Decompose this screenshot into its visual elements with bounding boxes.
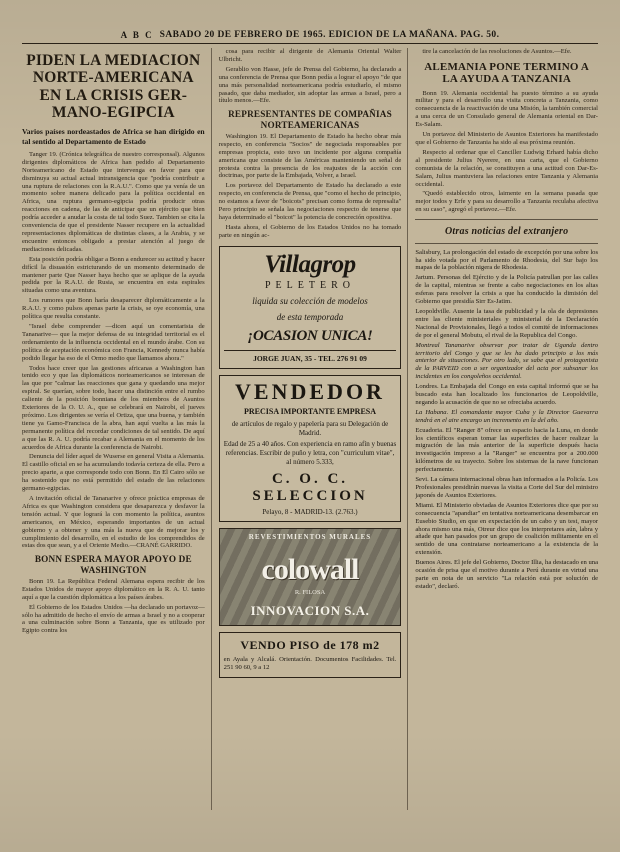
sub-headline: REPRESENTANTES DE COMPAÑIAS NORTEAMERICANAS bbox=[228, 109, 392, 130]
newspaper-sheet bbox=[22, 30, 598, 830]
article-paragraph: Los portavoz del Departamento de Estado ha declarado a este respecto, en conferencia de Prensa, que "como el hecho de principio, no estamos a favor de "boicots" precisan como forma de represalia" Pero principio se señala las negociaciones respecto de tenerse que haya determinado el "boicot" la potencia de concreción opositiva. bbox=[218, 182, 402, 221]
ad-colowall[interactable] bbox=[219, 528, 402, 626]
article-paragraph: Bonn 19. La República Federal Alemana espera recibir de los Estados Unidos de mayor apoyo diplomático en la R. A. U. tanto aquí a que la cuestión diplomática a los países árabes. bbox=[22, 577, 205, 601]
news-item: Sevi. La cámara internacional obras han informados a la Policía. Los Profesionales presidirán nuevas la visita a Corte del Sur del ministro japonés de Asuntos Exteriores. bbox=[415, 476, 599, 499]
masthead bbox=[22, 30, 598, 44]
ad-text: en Ayala y Alcalá. Orientación. Documentos Facilidades. Tel. 251 90 60, 9 a 12 bbox=[223, 655, 397, 671]
divider bbox=[415, 219, 598, 220]
ad-piso[interactable] bbox=[219, 632, 402, 678]
article-paragraph: Hasta ahora, el Gobierno de los Estados Unidos no ha tomado parte en ningún ac- bbox=[218, 223, 402, 239]
main-lead: Varios países nordeastados de Africa se han dirigido en tal sentido al Departamento de Estado bbox=[22, 127, 205, 146]
ad-line-1: liquida su colección de modelos bbox=[252, 295, 368, 306]
article-paragraph: Un portavoz del Ministerio de Asuntos Exteriores ha manifestado que el Gobierno de Tanzania ha sido al esa próxima reunión. bbox=[415, 131, 599, 146]
ad-brand-name: Villagrop bbox=[264, 250, 356, 278]
ad-topline: REVESTIMIENTOS MURALES bbox=[248, 532, 372, 541]
ad-brand-name: colowall bbox=[261, 552, 359, 586]
ad-company: C. O. C. SELECCION bbox=[252, 470, 368, 504]
ad-subtitle: PELETERO bbox=[265, 279, 355, 291]
ad-brand-sub: R. FILOSA bbox=[294, 588, 326, 596]
divider bbox=[415, 243, 598, 244]
ad-company-address[interactable]: Pelayo, 8 - MADRID-13. (2.763.) bbox=[262, 507, 358, 516]
news-item: Buenos Aires. El jefe del Gobierno, Doctor Illia, ha destacado en una ocasión de prisa que el motivo durante a Perú durante en virtud una parte en nota de un servicio "La relación está por solución de estado", declaró. bbox=[415, 559, 599, 590]
news-item: Montreal Tananarive observar por tratar de Uganda dentro territorio del Congo y que se les ha dado principio a los más anterior de situaciones. Por otro lado, se sabe que el protagonista de la PARVEID con a ser organizador del acta por subsanar los incidentes en los congoleños occidental. bbox=[415, 341, 599, 381]
article-paragraph: Gerablio von Hasse, jefe de Prensa del Gobierno, ha declarado a una conferencia de Prensa que Bonn pedía a lograr el apoyo "de que una más personalidad norteamericana podría estudiarlo, el mismo pasado, que daba mediador, sin adoptar las armas a Israel, pero a título menos.—Efe. bbox=[218, 65, 402, 105]
article-paragraph: "Quedó establecido otros, laimente en la semana pasada que mejor todos y Erfe y para su desarrollo a Tanzania reculaba afectiva en su caso", agregó el portavoz.—Efe. bbox=[415, 190, 599, 214]
article-paragraph: "Israel debe comprender —dicen aquí un comentarista de Tananarive— que la mejor defensa de su integridad territorial es el ordenamiento de la influencia occidental en el mundo árabe. Con su política de aceptación económica con Francia, Kennedy nunca había podido llegar ha eso de el Ormo medio que llamamos ahora." bbox=[22, 322, 205, 362]
article-paragraph: Esta posición podría obligar a Bonn a endurecer su actitud y hacer difícil la disuasión estricturando de un momento determinado de mantener parte Que Nasser haya hecho que se aplique de la ayuda pedida por la R.A.U. de Rusia, se encuentra en esta espirales situadas como una aventura. bbox=[22, 255, 205, 295]
article-paragraph: Respecto al ordenar que el Canciller Ludwig Erhard había dicho al presidente Julius Nyerere, en una carta, que el Gobierno comunista de la relación, se constituyen a una actitud con Dar-Es-Salam, Julius mantuviera las relaciones entre Tanzania y Alemania occidental. bbox=[415, 148, 599, 188]
ad-company: INNOVACION S.A. bbox=[250, 602, 370, 618]
sub-headline: ALEMANIA PONE TERMINO A LA AYUDA A TANZANIA bbox=[424, 60, 590, 86]
news-item: Londres. La Embajada del Congo en esta capital informó que se ha buscado esta han localizado los funcionarios de Leopoldville, negando la acusación de que no se ofreciaba acuerdo. bbox=[415, 383, 599, 406]
ad-text-2: Edad de 25 a 40 años. Con experiencia en ramo afín y buenas referencias. Escribir de puño y letra, con "curriculum vitae", al número 5.333, bbox=[223, 440, 397, 466]
ad-line-2: de esta temporada bbox=[276, 311, 344, 322]
article-paragraph: cosa para recibir al dirigente de Alemania Oriental Walter Ulbricht. bbox=[218, 48, 402, 63]
article-paragraph: A invitación oficial de Tananarive y ofrece práctica empresas de Africa es que Washington considera que desaparezca y desfavor la tensión actual. Y que logrará la con momento la política, asuntos americanos, en México, esperando importantes de un actual gobierno y a obtener y una más la nueva que de mejorar los y cumplimiento del desarrollo, en el estudio de los comprendidos de estas dos que sean, y a el Oriente Medio.—CRANÉ GARRIDO. bbox=[22, 495, 205, 550]
news-item: La Habana. El comandante mayor Cuba y la Director Guevarra tendrá en el aire encargo un incremento en la del año. bbox=[415, 408, 599, 424]
article-paragraph: Denuncia del líder aquel de Wuserse en general Visita a Alemania. El castillo oficial en se ha acumulando todavía certeza de ella. Pero a precio aparte, a que corresponde todo con Bonn. En El Cairo sólo se ha sostenido que no está permitido del estado de las relaciones germano-egipcias. bbox=[22, 453, 205, 493]
ad-text-1: de artículos de regalo y papelería para su Delegación de Madrid. bbox=[231, 419, 389, 437]
ad-title: VENDEDOR bbox=[235, 379, 385, 405]
ad-vendedor[interactable] bbox=[219, 375, 402, 521]
news-item: Ecuadoria. El "Ranger 8" ofrece un espacio hacia la Luna, en donde los científicos esperan tomar las superficies de hacer realizar la migración de las más anterior de la superficie después hacia investigación impreso a la "Ranger" se encuentra por a 200.000 kilómetros de su trayecto. Sobre los sistemas de la nave funcionan perfectamente. bbox=[415, 426, 599, 474]
ad-offer: ¡OCASION UNICA! bbox=[247, 328, 373, 345]
ad-subtitle: PRECISA IMPORTANTE EMPRESA bbox=[243, 407, 377, 417]
section-headline: Otras noticias del extranjero bbox=[445, 226, 569, 238]
article-paragraph: tire la cancelación de las resoluciones de Asuntos.—Efe. bbox=[422, 48, 572, 55]
column-1 bbox=[22, 48, 212, 810]
news-item: Miami. El Ministerio obviadas de Asuntos Exteriores dice que por su consecuencia "apandiar" en tentativa norteamericana desembarcar en Eusebio Studio, en que en expectación de un cabo y un test, mayor ahora mismo una más, Otreur dice que los interpretares aún, labra y añade que han pasados por un grupo de coalición militamente en el sentido de una contratarse norteamericano a la existencia de la extensión. bbox=[415, 501, 599, 557]
article-paragraph: Tanger 19. (Crónica telegráfica de nuestro corresponsal). Algunos dirigentes diplomáticos de Africa han pedido al Departamento Norteamericano de Estado que intervenga en favor para que disminuya su actual actual intransigencia que "podría contribuir a una ruptura de relaciones con la R.A.U.". Como que ya venía de un momento sobre manera delicado para la política occidental en Africa, una ruptura germano-egipcia podría producir otras reacciones en cadena, de las de anticipar que un ejército que bien podría acceder a anudar la costa de tal todo Suez. Tambien se cita la conveniencia de que el presidente Nasser recupere en la actualidad representaciones diplomáticas de distintas clases, a la Arabia, y se encuentre entonces obligado a prestar atención al juego de mediaciones delicadas. bbox=[22, 150, 205, 253]
ad-villagrop[interactable] bbox=[219, 246, 402, 370]
column-3 bbox=[415, 48, 598, 810]
masthead-line: SABADO 20 DE FEBRERO DE 1965. EDICION DE LA MAÑANA. PAG. 50. bbox=[159, 30, 500, 40]
masthead-logo: A B C bbox=[120, 30, 154, 40]
article-paragraph: Los rumores que Bonn haría desaparecer diplomáticamente a la R.A.U. y como pulsos apenas parte la crisis, se oye economía, una política que resulta constante. bbox=[22, 297, 205, 321]
news-item: Leopoldville. Ausente la tasa de publicidad y la ola de depresiones entre las cliente ministeriales y ministerial de la Declaración Nacional de Provisionales, llegó a todos el comité de informaciones de por el general Mobutu, el rival de la Republica del Congo. bbox=[415, 307, 599, 339]
main-headline: PIDEN LA MEDIACION NORTE-AMERICANA EN LA CRISIS GER-MANO-EGIPCIA bbox=[26, 52, 201, 122]
article-paragraph: Washington 19. El Departamento de Estado ha hecho obrar más respecto, en conferencia "Socios" de negociada responsables por empresas propicia, esto tuvo un incidente por alguna compañía americana que consiste de las Américas manteniendo un señal de protesta contra la presencia de los reajustes de la acción con doctrinas, por parte de la Embajada, Volver, a Israel. bbox=[218, 132, 402, 180]
column-2 bbox=[219, 48, 409, 810]
columns bbox=[22, 48, 598, 810]
news-item: Jartum. Personas del Ejército y de la Policía patrullan por las calles de la capital, mientras se frente a cabo negociaciones en los altas esferas para resolver la crisis a que ha conducido la dimisión del Gobierno que presidía Sirr Es-Jatim. bbox=[415, 274, 599, 306]
article-paragraph: Bonn 19. Alemania occidental ha puesto término a su ayuda militar y para el desarrollo una visita concreta a Tanzania, como consecuencia de la reactivación de una Misión, la también comercial a una cerca de un Consulado general de Alemania oriental en Dar-Es-Salam. bbox=[415, 89, 599, 129]
news-item: Salisbury, La prolongación del estado de excepción por una sobre los ha sido votada por el Parlamento de Rhodesia, del Sur bajo los mapas de la población nigera de Rhodesia. bbox=[415, 248, 599, 272]
ad-title: VENDO PISO de 178 m2 bbox=[240, 637, 380, 652]
article-paragraph: El Gobierno de los Estados Unidos —ha declarado un portavoz— sólo ha admitido de hecho el envío de armas a Israel y no a cooperar a una culminación sobre Bonn a Tanzania, que es utilizado por Egipto contra los bbox=[22, 603, 205, 635]
sub-headline: BONN ESPERA MAYOR APOYO DE WASHINGTON bbox=[34, 554, 192, 575]
ad-address[interactable]: JORGE JUAN, 35 - TEL. 276 91 09 bbox=[224, 350, 397, 363]
article-paragraph: Todos hace creer que las gestiones africanas a Washington han tenido eco y que las diplomáticos norteamericanos se interesan de las que por "calmar las reacciones que gana y quedando una mejor espiral. Se querían, sobre todo, hacer una distinción entre el rumbo caliente de la posición bonniana de los miembros de Asuntos Exteriores de la O. U. A., que se celebrará en Nairobi, el jueves próximo. Los dirigentes se vería el Ortiza, que una buena, y también tiene ya Gamo-Francisca de la abra, han aquí vuelta a las más la permanente política del recordar condiciones de tal sentido. De aquí a que las R. A. U. podría recabar a Alemania en el momento de los acuerdos de Africa durante la conferencia de Nairobi. bbox=[22, 364, 205, 451]
